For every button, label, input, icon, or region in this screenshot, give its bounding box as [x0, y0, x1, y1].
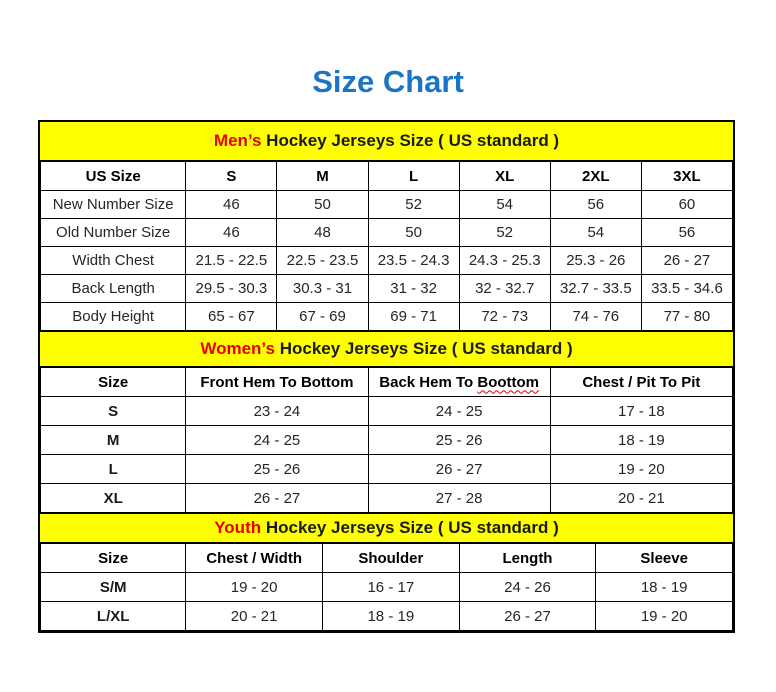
misspelled-word: Boottom	[477, 373, 540, 391]
womens-table	[40, 367, 733, 513]
mens-column-header: US Size	[41, 162, 186, 191]
womens-value-cell: 17 - 18	[550, 397, 732, 426]
mens-value-cell: 77 - 80	[641, 303, 732, 331]
mens-column-header: 2XL	[550, 162, 641, 191]
mens-value-cell: 56	[641, 219, 732, 247]
youth-banner-highlight: Youth	[214, 518, 262, 537]
mens-value-cell: 21.5 - 22.5	[186, 247, 277, 275]
mens-table-row	[41, 303, 733, 331]
mens-column-header: M	[277, 162, 368, 191]
mens-row-label: Width Chest	[41, 247, 186, 275]
womens-row-label: S	[41, 397, 186, 426]
youth-value-cell: 16 - 17	[322, 573, 459, 602]
page-title: Size Chart	[312, 64, 464, 99]
womens-value-cell: 24 - 25	[186, 426, 368, 455]
youth-size-table	[40, 513, 733, 631]
womens-value-cell: 19 - 20	[550, 455, 732, 484]
mens-value-cell: 56	[550, 191, 641, 219]
size-chart-tables	[38, 120, 735, 633]
mens-value-cell: 54	[459, 191, 550, 219]
mens-banner-text: Hockey Jerseys Size ( US standard )	[261, 131, 560, 150]
mens-value-cell: 60	[641, 191, 732, 219]
mens-value-cell: 33.5 - 34.6	[641, 275, 732, 303]
mens-value-cell: 74 - 76	[550, 303, 641, 331]
youth-banner-text: Hockey Jerseys Size ( US standard )	[261, 518, 559, 537]
youth-value-cell: 19 - 20	[186, 573, 323, 602]
mens-value-cell: 24.3 - 25.3	[459, 247, 550, 275]
mens-value-cell: 25.3 - 26	[550, 247, 641, 275]
mens-value-cell: 54	[550, 219, 641, 247]
womens-value-cell: 23 - 24	[186, 397, 368, 426]
youth-column-header: Length	[459, 544, 596, 573]
mens-value-cell: 48	[277, 219, 368, 247]
womens-table-row	[41, 455, 733, 484]
mens-value-cell: 52	[459, 219, 550, 247]
womens-value-cell: 26 - 27	[368, 455, 550, 484]
mens-value-cell: 30.3 - 31	[277, 275, 368, 303]
mens-column-header: S	[186, 162, 277, 191]
womens-value-cell: 25 - 26	[368, 426, 550, 455]
mens-value-cell: 31 - 32	[368, 275, 459, 303]
youth-banner	[40, 513, 733, 543]
youth-value-cell: 18 - 19	[596, 573, 733, 602]
mens-column-header: L	[368, 162, 459, 191]
mens-header-row	[41, 162, 733, 191]
mens-value-cell: 26 - 27	[641, 247, 732, 275]
mens-row-label: Body Height	[41, 303, 186, 331]
mens-value-cell: 50	[277, 191, 368, 219]
womens-row-label: M	[41, 426, 186, 455]
mens-table-row	[41, 275, 733, 303]
womens-column-header: Back Hem To Boottom	[368, 368, 550, 397]
youth-value-cell: 18 - 19	[322, 602, 459, 631]
womens-value-cell: 24 - 25	[368, 397, 550, 426]
mens-value-cell: 69 - 71	[368, 303, 459, 331]
womens-banner-highlight: Women’s	[200, 339, 275, 358]
mens-value-cell: 50	[368, 219, 459, 247]
womens-row-label: XL	[41, 484, 186, 513]
mens-value-cell: 32 - 32.7	[459, 275, 550, 303]
mens-banner-highlight: Men’s	[213, 131, 262, 150]
womens-value-cell: 20 - 21	[550, 484, 732, 513]
womens-value-cell: 25 - 26	[186, 455, 368, 484]
mens-size-table	[40, 122, 733, 331]
mens-column-header: 3XL	[641, 162, 732, 191]
mens-banner	[40, 122, 733, 161]
womens-banner-text: Hockey Jerseys Size ( US standard )	[274, 339, 573, 358]
womens-column-header: Chest / Pit To Pit	[550, 368, 732, 397]
mens-value-cell: 67 - 69	[277, 303, 368, 331]
womens-table-row	[41, 484, 733, 513]
mens-value-cell: 22.5 - 23.5	[277, 247, 368, 275]
mens-table	[40, 161, 733, 331]
mens-value-cell: 46	[186, 191, 277, 219]
womens-column-header: Size	[41, 368, 186, 397]
mens-value-cell: 52	[368, 191, 459, 219]
womens-value-cell: 27 - 28	[368, 484, 550, 513]
youth-value-cell: 19 - 20	[596, 602, 733, 631]
youth-value-cell: 20 - 21	[186, 602, 323, 631]
mens-value-cell: 46	[186, 219, 277, 247]
youth-table-row	[41, 602, 733, 631]
womens-column-header: Front Hem To Bottom	[186, 368, 368, 397]
womens-row-label: L	[41, 455, 186, 484]
womens-value-cell: 18 - 19	[550, 426, 732, 455]
youth-row-label: S/M	[41, 573, 186, 602]
mens-row-label: New Number Size	[41, 191, 186, 219]
mens-value-cell: 23.5 - 24.3	[368, 247, 459, 275]
mens-table-row	[41, 219, 733, 247]
youth-row-label: L/XL	[41, 602, 186, 631]
youth-value-cell: 26 - 27	[459, 602, 596, 631]
womens-table-row	[41, 426, 733, 455]
womens-value-cell: 26 - 27	[186, 484, 368, 513]
youth-table	[40, 543, 733, 631]
mens-value-cell: 65 - 67	[186, 303, 277, 331]
youth-table-row	[41, 573, 733, 602]
youth-column-header: Size	[41, 544, 186, 573]
womens-size-table	[40, 331, 733, 513]
mens-value-cell: 29.5 - 30.3	[186, 275, 277, 303]
youth-value-cell: 24 - 26	[459, 573, 596, 602]
womens-header-row	[41, 368, 733, 397]
youth-column-header: Sleeve	[596, 544, 733, 573]
mens-table-row	[41, 247, 733, 275]
mens-column-header: XL	[459, 162, 550, 191]
youth-column-header: Chest / Width	[186, 544, 323, 573]
mens-row-label: Back Length	[41, 275, 186, 303]
womens-table-row	[41, 397, 733, 426]
mens-row-label: Old Number Size	[41, 219, 186, 247]
mens-table-row	[41, 191, 733, 219]
youth-column-header: Shoulder	[322, 544, 459, 573]
mens-value-cell: 72 - 73	[459, 303, 550, 331]
youth-header-row	[41, 544, 733, 573]
womens-banner	[40, 331, 733, 367]
mens-value-cell: 32.7 - 33.5	[550, 275, 641, 303]
